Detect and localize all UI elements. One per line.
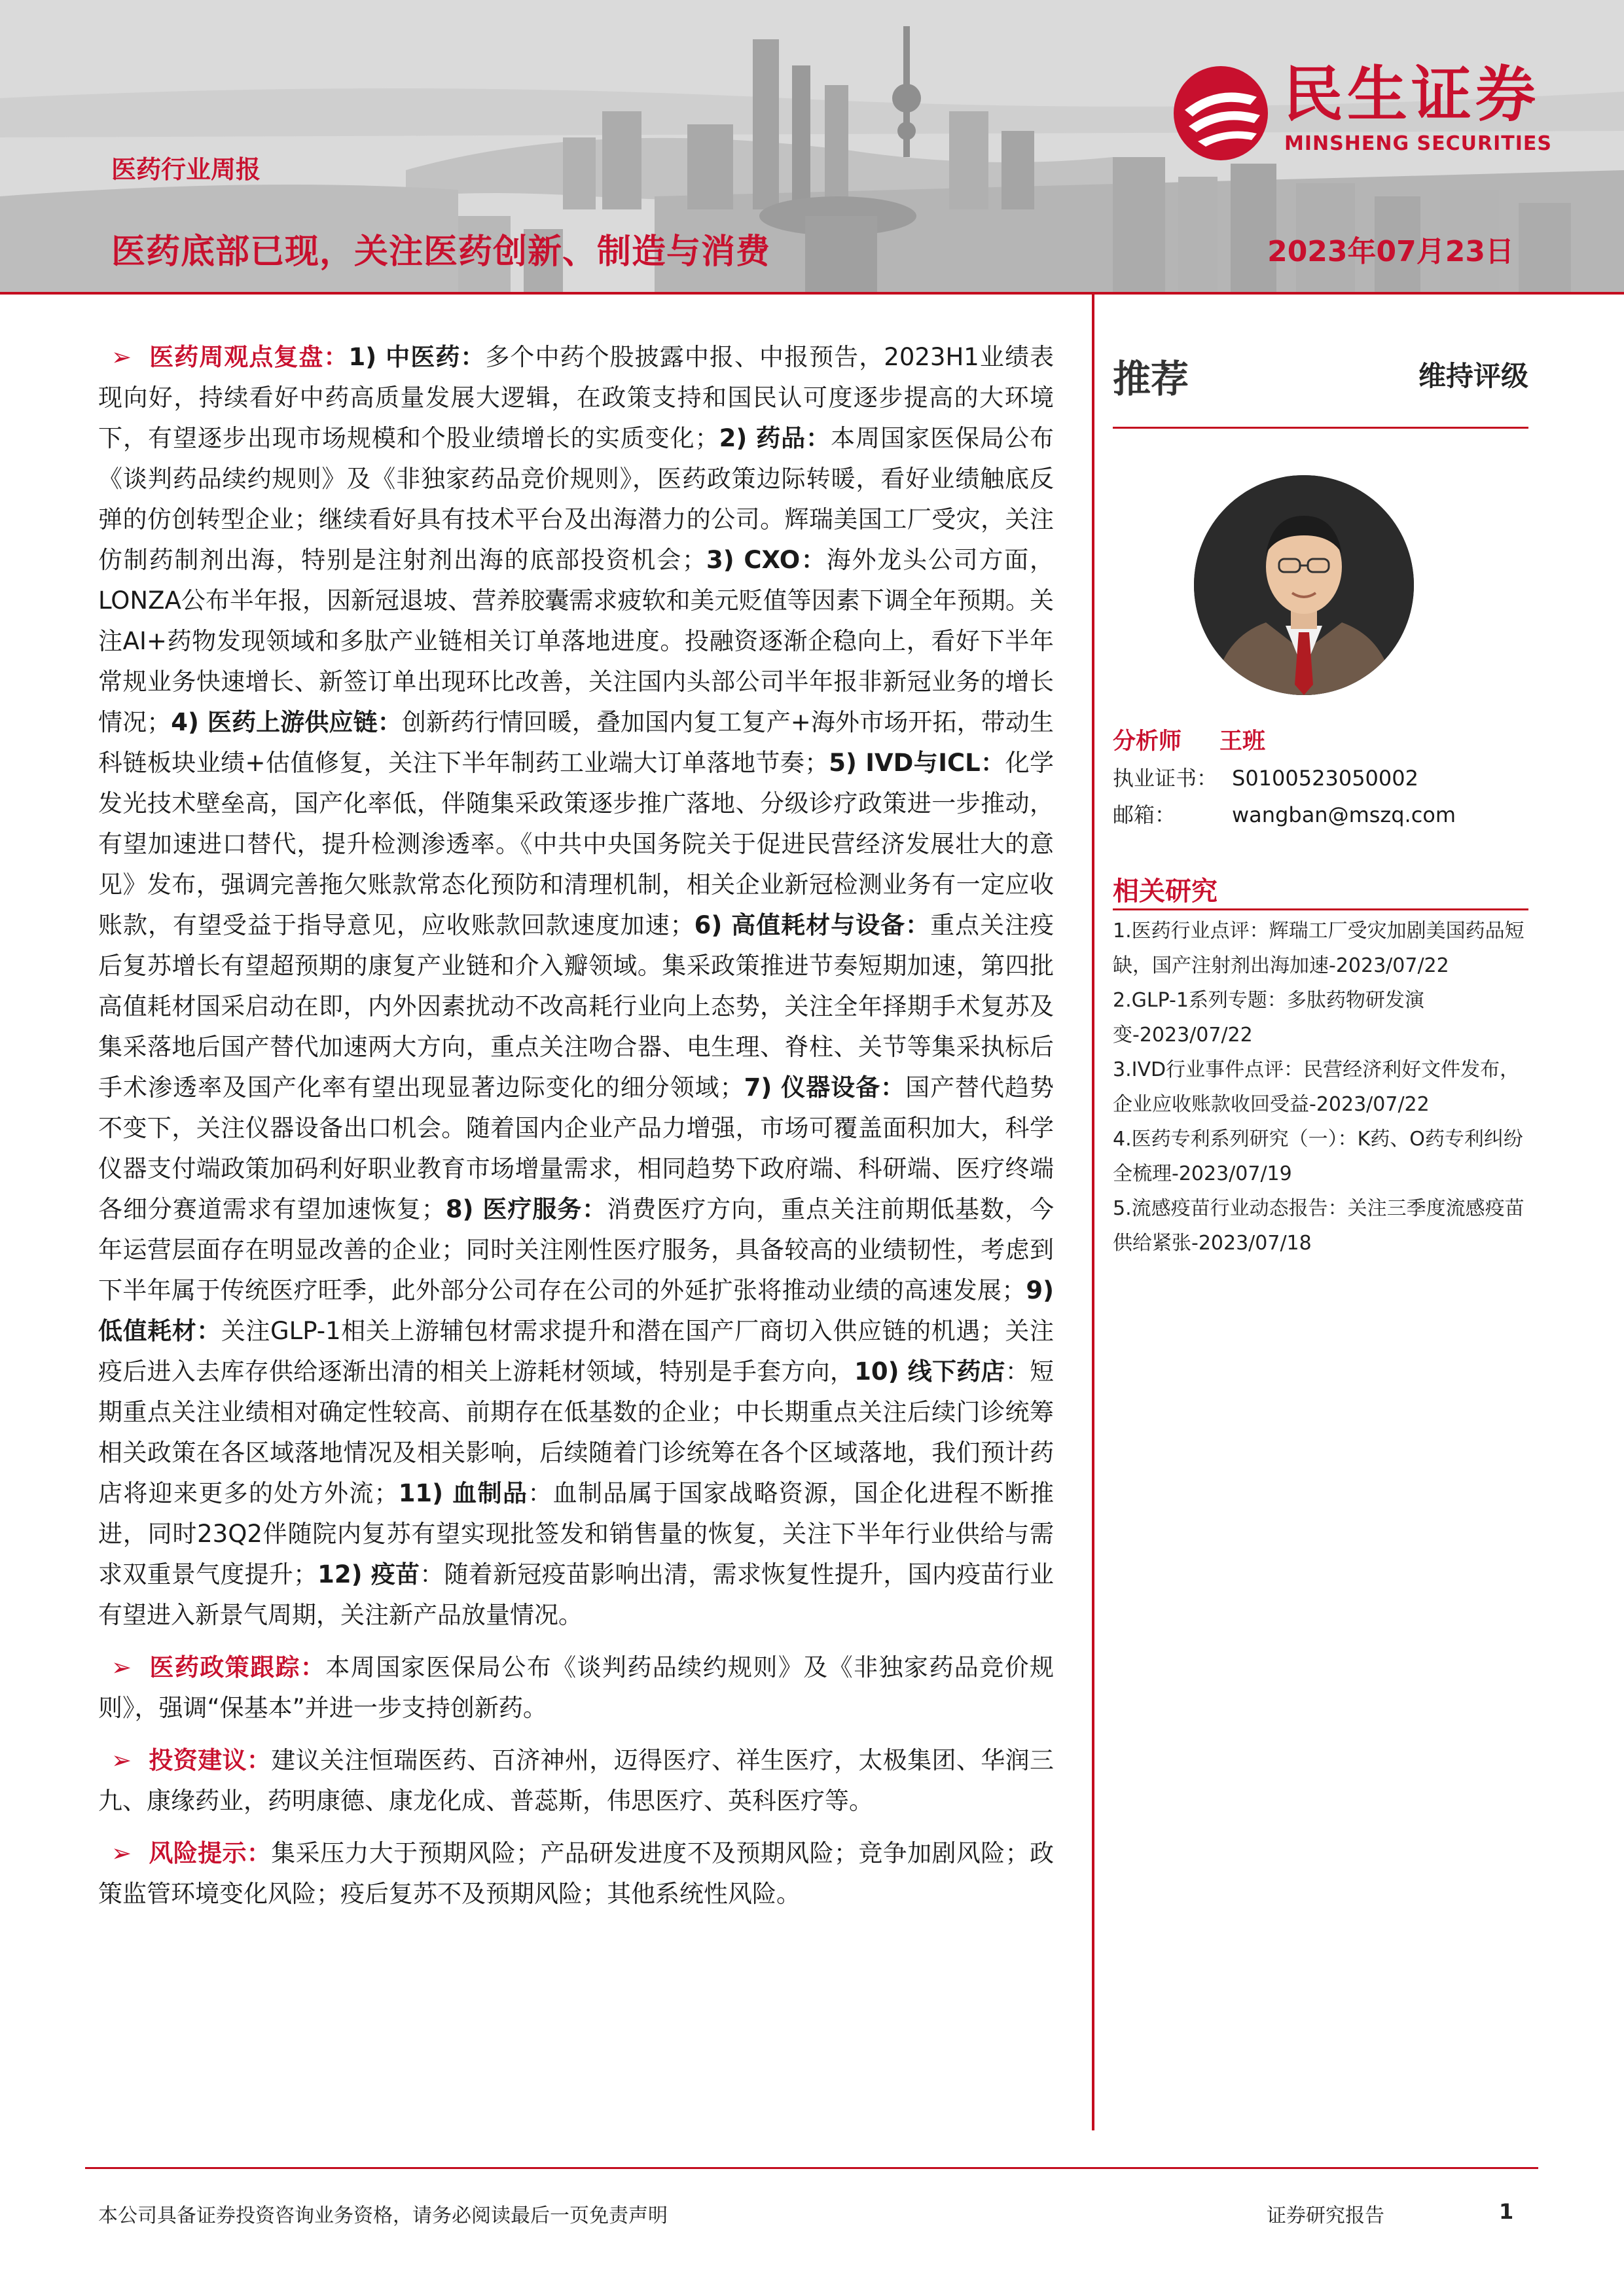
weekly-review-paragraph: [98, 337, 1054, 1636]
rating-box: [1113, 295, 1528, 429]
sidebar: [1113, 295, 1528, 1255]
related-research-item[interactable]: 3.IVD行业事件点评：民营经济利好文件发布，企业应收账款收回受益-2023/07/22: [1113, 1058, 1520, 1116]
cert-value: S0100523050002: [1232, 766, 1418, 791]
related-research-item[interactable]: 4.医药专利系列研究（一）：K药、O药专利纠纷全梳理-2023/07/19: [1113, 1128, 1523, 1185]
email-value[interactable]: wangban@mszq.com: [1232, 802, 1456, 827]
related-research-item[interactable]: 1.医药行业点评：辉瑞工厂受灾加剧美国药品短缺，国产注射剂出海加速-2023/07/22: [1113, 920, 1525, 977]
logo-text-en: MINSHENG SECURITIES: [1284, 132, 1552, 155]
column-divider: [1092, 293, 1094, 2130]
section-text: 本周国家医保局公布《谈判药品续约规则》及《非独家药品竞价规则》，强调“保基本”并进一步支持创新药。: [98, 1653, 1055, 1722]
subsection-label: 11) 血制品: [398, 1479, 528, 1507]
analyst-info: [1113, 723, 1528, 833]
subsection-text: 多个中药个股披露中报、中报预告，2023H1业绩表现向好，持续看好中药高质量发展大逻辑，在政策支持和国民认可度逐步提高的大环境下，有望逐步出现市场规模和个股业绩增长的实质变化；: [98, 343, 1054, 452]
subsection-text: 本周国家医保局公布《谈判药品续约规则》及《非独家药品竞价规则》，医药政策边际转暖，看好业绩触底反弹的仿创转型企业；继续看好具有技术平台及出海潜力的公司。辉瑞美国工厂受灾，关注仿制药制剂出海，特别是注射剂出海的底部投资机会；: [98, 424, 1055, 574]
bullet-arrow-icon: ➢: [111, 1746, 132, 1774]
subsection-label: 5) IVD与ICL：: [829, 749, 1005, 777]
subsection-text: 消费医疗方向，重点关注前期低基数，今年运营层面存在明显改善的企业；同时关注刚性医疗服务，具备较高的业绩韧性，考虑到下半年属于传统医疗旺季，此外部分公司存在公司的外延扩张将推动业绩的高速发展；: [98, 1195, 1055, 1304]
related-research-title: 相关研究: [1113, 876, 1218, 906]
report-category: 医药行业周报: [111, 155, 261, 184]
subsection-label: 6) 高值耗材与设备：: [694, 911, 931, 939]
related-research-list: [1113, 914, 1532, 1261]
subsection-text: 重点关注疫后复苏增长有望超预期的康复产业链和介入瓣领域。集采政策推进节奏短期加速，第四批高值耗材国采启动在即，内外因素扰动不改高耗行业向上态势，关注全年择期手术复苏及集采落地后国产替代加速两大方向，重点关注吻合器、电生理、脊柱、关节等集采执标后手术渗透率及国产化率有望出现显著边际变化的细分领域；: [98, 911, 1055, 1102]
report-date: 2023年07月23日: [1267, 235, 1514, 268]
subsection-label: 2) 药品：: [719, 424, 831, 452]
footer-disclaimer: 本公司具备证券投资咨询业务资格，请务必阅读最后一页免责声明: [98, 2204, 668, 2227]
subsection-label: 7) 仪器设备：: [744, 1073, 906, 1102]
analyst-portrait-image: [1194, 475, 1414, 695]
subsection-text: 海外龙头公司方面，LONZA公布半年报，因新冠退坡、营养胶囊需求疲软和美元贬值等因素下调全年预期。关注AI+药物发现领域和多肽产业链相关订单落地进度。投融资逐渐企稳向上，看好下半年常规业务快速增长、新签订单出现环比改善，关注国内头部公司半年报非新冠业务的增长情况；: [98, 546, 1055, 736]
main-content: [98, 337, 1054, 1914]
section-heading: 投资建议：: [149, 1746, 272, 1774]
minsheng-securities-logo: [1172, 59, 1578, 164]
analyst-label: 分析师: [1113, 728, 1182, 755]
subsection-text: 化学发光技术壁垒高，国产化率低，伴随集采政策逐步推广落地、分级诊疗政策进一步推动，有望加速进口替代，提升检测渗透率。《中共中央国务院关于促进民营经济发展壮大的意见》发布，强调完善拖欠账款常态化预防和清理机制，相关企业新冠检测业务有一定应收账款，有望受益于指导意见，应收账款回款速度加速；: [98, 749, 1055, 939]
subsection-text: ：血制品属于国家战略资源，国企化进程不断推进，同时23Q2伴随院内复苏有望实现批签发和销售量的恢复，关注下半年行业供给与需求双重景气度提升；: [98, 1479, 1055, 1588]
email-label: 邮箱：: [1113, 802, 1176, 827]
section-text: 建议关注恒瑞医药、百济神州，迈得医疗、祥生医疗，太极集团、华润三九、康缘药业，药明康德、康龙化成、普蕊斯，伟思医疗、英科医疗等。: [98, 1746, 1055, 1815]
subsection-text: 创新药行情回暖，叠加国内复工复产+海外市场开拓，带动生科链板块业绩+估值修复，关注下半年制药工业端大订单落地节奏；: [98, 708, 1054, 777]
subsection-text: ：随着新冠疫苗影响出清，需求恢复性提升，国内疫苗行业有望进入新景气周期，关注新产品放量情况。: [98, 1560, 1055, 1629]
report-title: 医药底部已现，关注医药创新、制造与消费: [111, 232, 771, 272]
analyst-name: 王班: [1219, 728, 1266, 755]
section-heading: 风险提示：: [149, 1839, 272, 1867]
bullet-arrow-icon: ➢: [111, 1839, 132, 1867]
bullet-arrow-icon: ➢: [111, 343, 132, 371]
subsection-label: 9) 低值耗材：: [98, 1276, 1054, 1345]
subsection-text: 国产替代趋势不变下，关注仪器设备出口机会。随着国内企业产品力增强，市场可覆盖面积加大，科学仪器支付端政策加码利好职业教育市场增量需求，相同趋势下政府端、科研端、医疗终端各细分赛道需求有望加速恢复；: [98, 1073, 1055, 1223]
subsection-label: 3) CXO：: [706, 546, 827, 574]
report-header-banner: [0, 0, 1624, 293]
subsection-label: 10) 线下药店: [854, 1357, 1005, 1386]
subsection-label: 8) 医疗服务：: [445, 1195, 607, 1223]
risk-warning-paragraph: [98, 1833, 1054, 1914]
related-research-item[interactable]: 2.GLP-1系列专题：多肽药物研发演变-2023/07/22: [1113, 989, 1424, 1047]
subsection-text: ：短期重点关注业绩相对确定性较高、前期存在低基数的企业；中长期重点关注后续门诊统筹相关政策在各区域落地情况及相关影响，后续随着门诊统筹在各个区域落地，我们预计药店将迎来更多的处方外流；: [98, 1357, 1055, 1507]
rating-value: 推荐: [1113, 357, 1189, 401]
related-research-item[interactable]: 5.流感疫苗行业动态报告：关注三季度流感疫苗供给紧张-2023/07/18: [1113, 1197, 1525, 1255]
logo-text-cn: 民生证券: [1283, 60, 1540, 130]
cert-label: 执业证书：: [1113, 766, 1218, 791]
section-text: 集采压力大于预期风险；产品研发进度不及预期风险；竞争加剧风险；政策监管环境变化风险；疫后复苏不及预期风险；其他系统性风险。: [98, 1839, 1055, 1908]
bullet-arrow-icon: ➢: [111, 1653, 132, 1681]
section-heading: 医药周观点复盘：: [149, 343, 349, 371]
section-heading: 医药政策跟踪：: [149, 1653, 326, 1681]
footer-report-type: 证券研究报告: [1267, 2204, 1384, 2227]
investment-advice-paragraph: [98, 1740, 1054, 1821]
subsection-label: 12) 疫苗: [317, 1560, 420, 1588]
subsection-label: 4) 医药上游供应链：: [171, 708, 402, 736]
footer-divider: [85, 2167, 1538, 2169]
rating-note: 维持评级: [1418, 360, 1528, 392]
page-number: 1: [1499, 2199, 1514, 2224]
subsection-text: 关注GLP-1相关上游辅包材需求提升和潜在国产厂商切入供应链的机遇；关注疫后进入去库存供给逐渐出清的相关上游耗材领域，特别是手套方向，: [98, 1317, 1054, 1386]
analyst-avatar: [1194, 475, 1414, 695]
policy-tracking-paragraph: [98, 1647, 1054, 1729]
minsheng-logo-icon: [1172, 64, 1270, 162]
subsection-label: 1) 中医药：: [348, 343, 486, 371]
related-research-divider: [1113, 908, 1528, 910]
